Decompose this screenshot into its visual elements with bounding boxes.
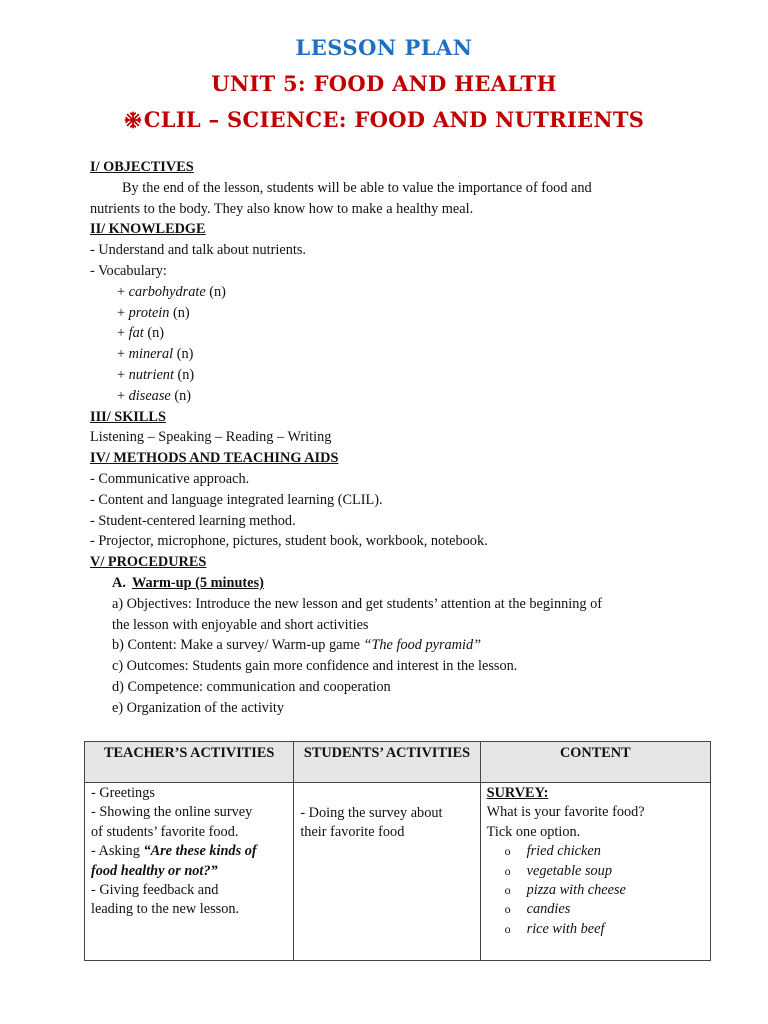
circle-bullet-icon: o — [504, 883, 511, 898]
question-text: “Are these kinds of — [143, 843, 257, 860]
survey-option — [487, 900, 704, 919]
asking-text: - Asking — [91, 843, 140, 860]
methods-item: - Student-centered learning method. — [90, 512, 296, 529]
vocab-pos: (n) — [176, 346, 194, 363]
survey-question: What is your favorite food? — [486, 804, 645, 821]
option-text: vegetable soup — [526, 862, 612, 879]
table-row — [85, 783, 711, 961]
objectives-heading: I/ OBJECTIVES — [90, 159, 194, 175]
methods-item: - Projector, microphone, pictures, student book, workbook, notebook. — [90, 533, 488, 550]
vocab-pos: (n) — [209, 283, 226, 300]
survey-instruction: Tick one option. — [486, 823, 581, 840]
vocab-item: + mineral (n) — [117, 346, 194, 363]
warmup-heading — [90, 573, 690, 594]
option-text: candies — [526, 901, 571, 918]
procedure-c: c) Outcomes: Students gain more confidence and interest in the lesson. — [112, 658, 518, 675]
procedure-a-line-2: the lesson with enjoyable and short activities — [112, 616, 369, 633]
teacher-activities-cell — [85, 783, 294, 961]
unit-title: UNIT 5: FOOD AND HEALTH — [211, 71, 557, 96]
vocab-word: nutrient — [128, 366, 174, 383]
teacher-line: - Giving feedback and — [91, 882, 219, 899]
teacher-line — [91, 842, 287, 861]
objectives-line-1: By the end of the lesson, students will be able to value the importance of food and — [122, 179, 592, 196]
vocab-pos: (n) — [177, 366, 195, 383]
vocab-word: mineral — [128, 346, 174, 363]
vocab-word: disease — [128, 387, 171, 404]
vocab-word: carbohydrate — [128, 283, 206, 300]
header-students: STUDENTS’ ACTIVITIES — [294, 742, 480, 783]
survey-option — [487, 881, 704, 900]
procedure-a-line-1: a) Objectives: Introduce the new lesson and get students’ attention at the beginning of — [112, 595, 603, 612]
procedure-b-text: b) Content: Make a survey/ Warm-up game — [112, 637, 360, 654]
lesson-body — [90, 157, 690, 719]
objectives-line-2: nutrients to the body. They also know how to make a healthy meal. — [90, 200, 474, 217]
knowledge-heading: II/ KNOWLEDGE — [90, 221, 206, 238]
vocab-pos: (n) — [174, 387, 191, 404]
vocab-item: + disease (n) — [117, 387, 191, 404]
activities-table — [84, 741, 711, 961]
students-line: their favorite food — [300, 824, 405, 841]
header-content: CONTENT — [480, 742, 710, 783]
survey-option — [487, 862, 704, 881]
survey-option — [487, 842, 704, 861]
teacher-line: - Showing the online survey — [91, 804, 253, 821]
knowledge-item-2: - Vocabulary: — [90, 262, 167, 279]
snowflake-icon — [124, 111, 142, 129]
food-pyramid-game: “The food pyramid” — [363, 637, 482, 654]
vocab-pos: (n) — [173, 304, 190, 321]
teacher-line: leading to the new lesson. — [91, 901, 240, 918]
survey-heading: SURVEY: — [486, 785, 549, 801]
option-text: rice with beef — [526, 920, 605, 937]
option-text: fried chicken — [526, 843, 601, 860]
teacher-line: - Greetings — [91, 785, 155, 801]
skills-heading: III/ SKILLS — [90, 408, 166, 425]
procedures-heading: V/ PROCEDURES — [90, 554, 207, 571]
survey-option — [487, 920, 704, 939]
warmup-number: A. — [112, 574, 126, 591]
vocab-pos: (n) — [147, 325, 164, 342]
methods-item: - Content and language integrated learning (CLIL). — [90, 491, 383, 508]
methods-item: - Communicative approach. — [90, 470, 250, 487]
title-block — [0, 34, 768, 138]
students-line: - Doing the survey about — [300, 805, 443, 821]
procedure-e: e) Organization of the activity — [112, 699, 285, 716]
vocab-item: + fat (n) — [117, 325, 164, 342]
vocab-item: + protein (n) — [117, 304, 190, 321]
circle-bullet-icon: o — [504, 902, 511, 917]
warmup-title: Warm-up (5 minutes) — [132, 574, 264, 591]
procedure-d: d) Competence: communication and cooperation — [112, 678, 391, 695]
clil-title-text: CLIL – SCIENCE: FOOD AND NUTRIENTS — [143, 107, 645, 132]
header-teacher: TEACHER’S ACTIVITIES — [85, 742, 294, 783]
lesson-plan-title: LESSON PLAN — [295, 35, 473, 60]
vocab-word: protein — [128, 304, 170, 321]
teacher-line — [91, 862, 287, 881]
clil-title — [0, 102, 768, 138]
option-text: pizza with cheese — [526, 882, 626, 899]
question-text: food healthy or not?” — [91, 862, 218, 879]
vocab-word: fat — [128, 325, 144, 342]
circle-bullet-icon: o — [504, 863, 511, 878]
table-header-row — [85, 742, 711, 783]
vocab-item: + carbohydrate (n) — [117, 283, 226, 300]
procedure-b — [90, 635, 690, 656]
methods-heading: IV/ METHODS AND TEACHING AIDS — [90, 450, 339, 467]
teacher-line: of students’ favorite food. — [91, 823, 239, 840]
circle-bullet-icon: o — [504, 921, 511, 936]
students-activities-cell — [294, 783, 480, 961]
skills-text: Listening – Speaking – Reading – Writing — [90, 429, 332, 446]
vocab-item: + nutrient (n) — [117, 366, 195, 383]
content-cell — [480, 783, 710, 961]
circle-bullet-icon: o — [504, 844, 511, 859]
knowledge-item-1: - Understand and talk about nutrients. — [90, 242, 306, 259]
